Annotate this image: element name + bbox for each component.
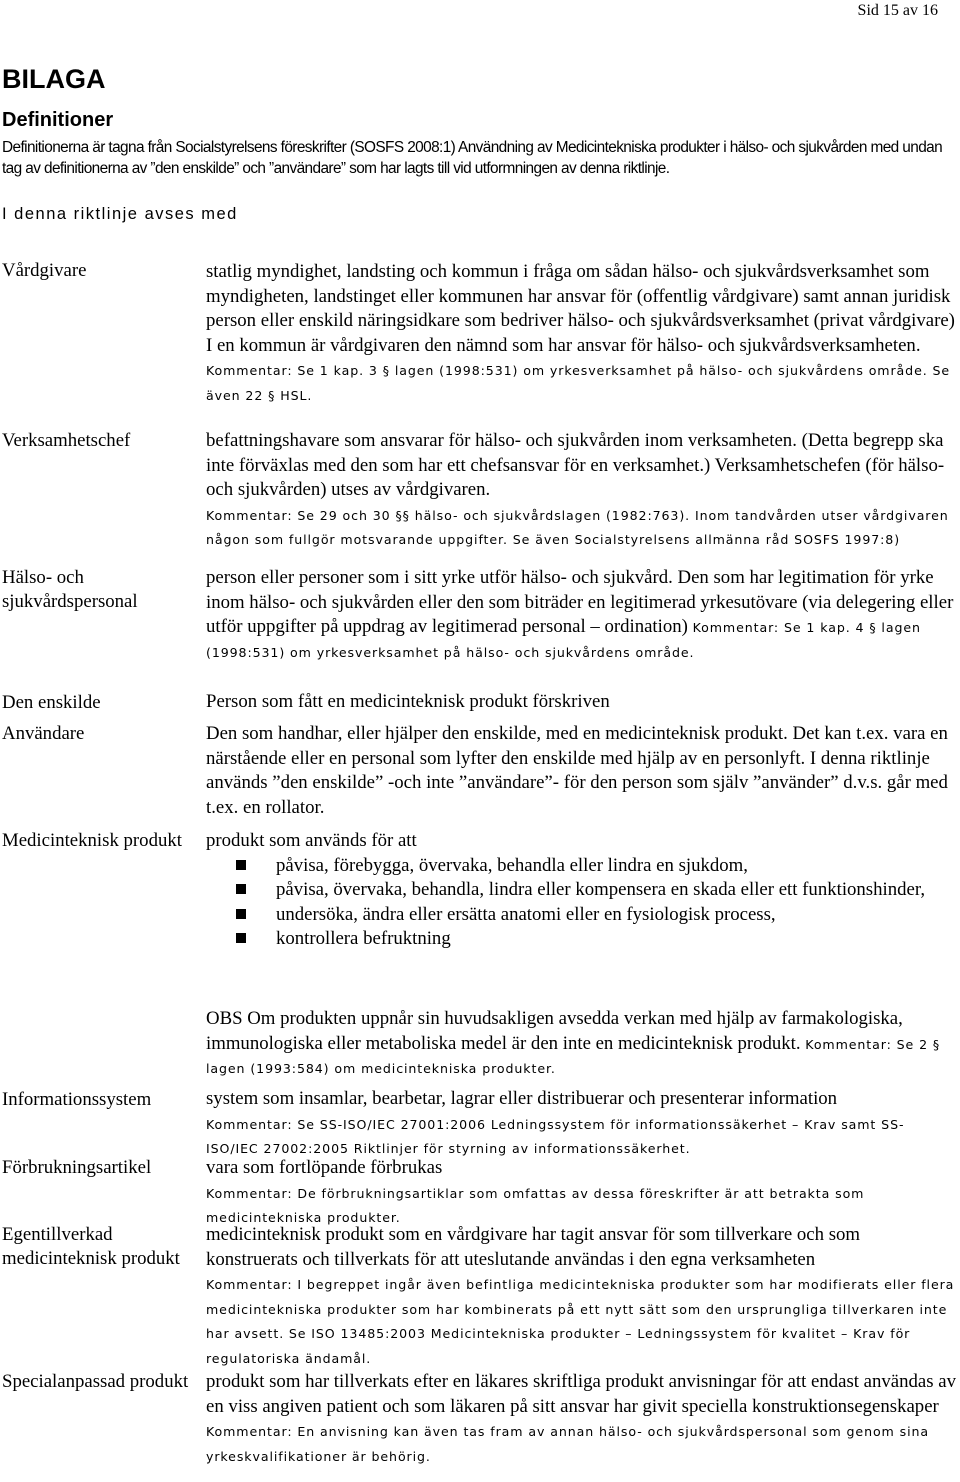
comment-text-secondary: Se ISO 13485:2003 Medicintekniska produkter – Ledningssystem för kvalitet – Krav för regulatoriska ändamål. <box>206 1326 911 1366</box>
term-medicinteknisk-produkt: Medicinteknisk produkt <box>2 830 182 851</box>
comment-text: Kommentar: Se 1 kap. 3 § lagen (1998:531) om yrkesverksamhet på hälso- och sjukvårdens område. Se även 22 § HSL. <box>206 363 951 403</box>
definition-text: person eller personer som i sitt yrke utför hälso- och sjukvård. Den som har legitimation för yrke inom hälso- och sjukvården eller den som biträder en legitimerad yrkesutövare (via delegering eller utför uppgifter på uppdrag av legitimerad personal – ordination) <box>206 567 954 637</box>
definition-text: produkt som har tillverkats efter en läkares skriftliga produkt anvisningar för att endast användas av en viss angiven patient och som läkaren på sitt ansvar har givit speciella konstruktionsegenskaper <box>206 1371 956 1417</box>
definition-text: Person som fått en medicinteknisk produkt förskriven <box>206 691 610 712</box>
page-number: Sid 15 av 16 <box>857 2 938 19</box>
definitions-heading: Definitioner <box>2 109 114 131</box>
term-den-enskilde: Den enskilde <box>2 692 101 713</box>
subheading: I denna riktlinje avses med <box>2 205 238 223</box>
comment-text: Kommentar: Se 29 och 30 §§ hälso- och sjukvårdslagen (1982:763). Inom tandvården utser vårdgivaren någon som fullgör motsvarande uppgifter. Se även Socialstyrelsens allmänna råd SOSFS 1997:8) <box>206 507 949 547</box>
comment-text: Kommentar: En anvisning kan även tas fram av annan hälso- och sjukvårdspersonal som genom sina yrkeskvalifikationer är behörig. <box>206 1424 929 1464</box>
definition-anvandare <box>206 722 956 820</box>
list-item: kontrollera befruktning <box>206 927 956 952</box>
term-anvandare: Användare <box>2 723 85 744</box>
definition-vardgivare <box>206 260 956 407</box>
list-item: påvisa, förebygga, övervaka, behandla eller lindra en sjukdom, <box>206 854 956 879</box>
definition-informationssystem <box>206 1087 956 1161</box>
term-halso-och-sjukvardspersonal: Hälso- och sjukvårdspersonal <box>2 567 138 612</box>
comment-text: Kommentar: Se 1 kap. 4 § lagen (1998:531) om yrkesverksamhet på hälso- och sjukvårdens område. <box>206 620 921 660</box>
intro-paragraph: Definitionerna är tagna från Socialstyrelsens föreskrifter (SOSFS 2008:1) Användning av Medicintekniska produkter i hälso- och sjukvården med undan tag av definitionerna av ”den enskilde” och ”användare” som har lagts till vid utformningen av denna riktlinje. <box>2 139 943 177</box>
obs-note <box>206 1007 956 1081</box>
bullet-square-icon <box>236 860 246 870</box>
term-specialanpassad-produkt: Specialanpassad produkt <box>2 1371 189 1392</box>
bullet-list <box>206 854 956 952</box>
term-verksamhetschef: Verksamhetschef <box>2 430 131 451</box>
definition-text: medicinteknisk produkt som en vårdgivare har tagit ansvar för som tillverkare och som konstruerats och tillverkats för att uteslutande användas i den egna verksamheten <box>206 1224 861 1270</box>
list-item: undersöka, ändra eller ersätta anatomi eller en fysiologisk process, <box>206 903 956 928</box>
bullet-square-icon <box>236 933 246 943</box>
definition-text: vara som fortlöpande förbrukas <box>206 1157 443 1178</box>
definition-text: Den som handhar, eller hjälper den enskilde, med en medicinteknisk produkt. Det kan t.ex. vara en närstående eller en personal som lyfter den enskilde med hjälp av en personlyft. I denna riktlinje används ”den enskilde” -och inte ”användare”- för den person som själv ”använder” d.v.s. går med t.ex. en rollator. <box>206 723 948 818</box>
comment-text: Kommentar: I begreppet ingår även befintliga medicintekniska produkter som har modifierats eller flera medicintekniska produkter som har kombinerats på ett nytt sätt som den ursprungliga tillverkaren inte har avsett. <box>206 1277 955 1341</box>
obs-text: OBS Om produkten uppnår sin huvudsakligen avsedda verkan med hjälp av farmakologiska, immunologiska eller metaboliska medel är den inte en medicinteknisk produkt. <box>206 1008 903 1054</box>
definition-text: statlig myndighet, landsting och kommun i fråga om sådan hälso- och sjukvårdsverksamhet som myndigheten, landstinget eller kommunen har ansvar för (offentlig vårdgivare) samt annan juridisk person eller enskild näringsidkare som bedriver hälso- och sjukvårdsverksamhet (privat vårdgivare) I en kommun är vårdgivaren den nämnd som har ansvar för hälso- och sjukvårdsverksamheten. <box>206 261 955 356</box>
comment-text: Kommentar: Se SS-ISO/IEC 27001:2006 Ledningssystem för informationssäkerhet – Krav samt SS-ISO/IEC 27002:2005 Riktlinjer för styrning av informationssäkerhet. <box>206 1116 905 1156</box>
term-informationssystem: Informationssystem <box>2 1089 152 1110</box>
comment-text: Kommentar: Se 2 § lagen (1993:584) om medicintekniska produkter. <box>206 1036 941 1076</box>
bullet-square-icon <box>236 909 246 919</box>
comment-text: Kommentar: De förbrukningsartiklar som omfattas av dessa föreskrifter är att betrakta som medicintekniska produkter. <box>206 1185 865 1225</box>
definition-den-enskilde <box>206 690 956 715</box>
definition-text: produkt som används för att <box>206 830 417 851</box>
bullet-square-icon <box>236 884 246 894</box>
definition-egentillverkad-produkt <box>206 1223 956 1370</box>
page-heading: BILAGA <box>2 64 106 94</box>
definition-text: system som insamlar, bearbetar, lagrar eller distribuerar och presenterar information <box>206 1088 838 1109</box>
definition-forbrukningsartikel <box>206 1156 956 1230</box>
definition-medicinteknisk-produkt <box>206 829 956 952</box>
term-egentillverkad-produkt: Egentillverkad medicinteknisk produkt <box>2 1224 180 1269</box>
term-forbrukningsartikel: Förbrukningsartikel <box>2 1157 152 1178</box>
list-item: påvisa, övervaka, behandla, lindra eller kompensera en skada eller ett funktionshinder, <box>206 878 956 903</box>
definition-text: befattningshavare som ansvarar för hälso- och sjukvården inom verksamheten. (Detta begrepp ska inte förväxlas med den som har ett chefsansvar för en verksamhet.) Verksamhetschefen (för hälso- och sjukvården) utses av vårdgivaren. <box>206 430 945 500</box>
definition-verksamhetschef <box>206 429 956 552</box>
definition-halso-och-sjukvardspersonal <box>206 566 956 664</box>
term-vardgivare: Vårdgivare <box>2 260 87 281</box>
definition-specialanpassad-produkt <box>206 1370 956 1468</box>
